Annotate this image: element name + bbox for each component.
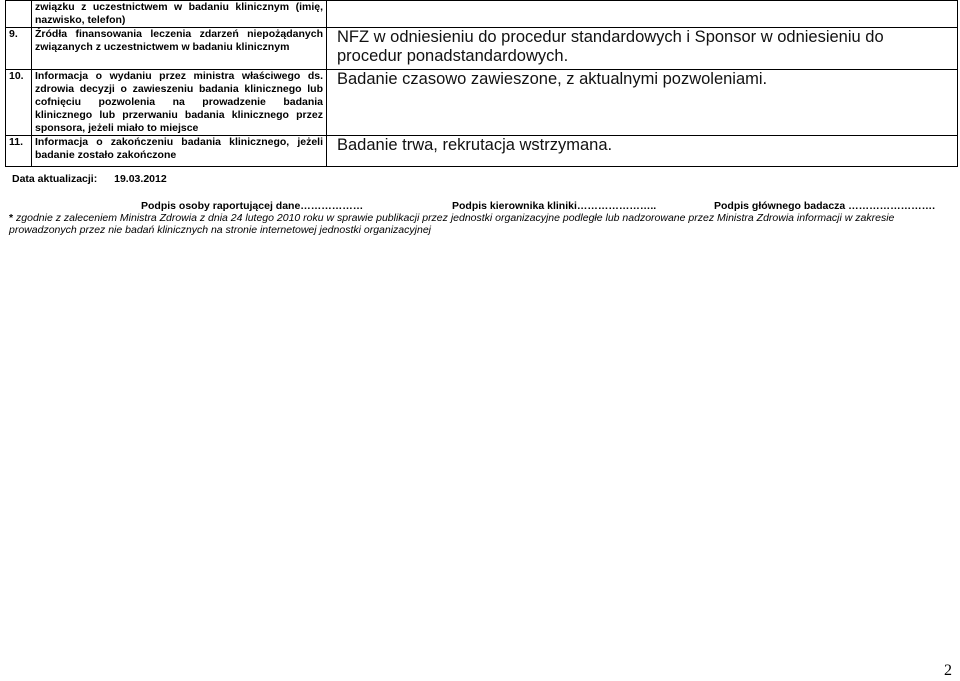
table-row <box>6 28 958 70</box>
row-label: związku z uczestnictwem w badaniu klinicznym (imię, nazwisko, telefon) <box>32 1 327 28</box>
row-value: NFZ w odniesieniu do procedur standardowych i Sponsor w odniesieniu do procedur ponadstandardowych. <box>327 28 958 70</box>
page-number: 2 <box>944 662 952 679</box>
row-number <box>6 1 32 28</box>
table-row <box>6 136 958 167</box>
row-value <box>327 1 958 28</box>
row-number: 11. <box>6 136 32 167</box>
row-value: Badanie czasowo zawieszone, z aktualnymi pozwoleniami. <box>327 70 958 136</box>
clinic-head-signature: Podpis kierownika kliniki………………….. <box>452 200 657 212</box>
row-label: Źródła finansowania leczenia zdarzeń niepożądanych związanych z uczestnictwem w badaniu klinicznym <box>32 28 327 70</box>
update-date-label: Data aktualizacji: <box>12 173 98 185</box>
row-number: 10. <box>6 70 32 136</box>
row-label: Informacja o zakończeniu badania klinicznego, jeżeli badanie zostało zakończone <box>32 136 327 167</box>
footnote-marker: * <box>9 212 14 224</box>
row-label: Informacja o wydaniu przez ministra właściwego ds. zdrowia decyzji o zawieszeniu badania klinicznego lub cofnięciu pozwolenia na prowadzenie badania klinicznego lub przerwaniu badania klinicznego przez sponsora, jeżeli miało to miejsce <box>32 70 327 136</box>
reporter-signature: Podpis osoby raportującej dane……………… <box>141 200 364 212</box>
table-row <box>6 70 958 136</box>
row-number: 9. <box>6 28 32 70</box>
update-date-value: 19.03.2012 <box>114 173 167 185</box>
footnote-text: zgodnie z zaleceniem Ministra Zdrowia z dnia 24 lutego 2010 roku w sprawie publikacji przez jednostki organizacyjne podległe lub nadzorowane przez Ministra Zdrowia informacji w zakresie prowadzonych przez nie badań klinicznych na stronie internetowej jednostki organizacyjnej <box>9 212 895 236</box>
update-date-line <box>12 173 167 185</box>
row-value: Badanie trwa, rekrutacja wstrzymana. <box>327 136 958 167</box>
footnote <box>9 212 949 236</box>
clinical-trial-table <box>5 0 958 167</box>
investigator-signature: Podpis głównego badacza ……………………. <box>714 200 936 212</box>
table-row-continued <box>6 1 958 28</box>
